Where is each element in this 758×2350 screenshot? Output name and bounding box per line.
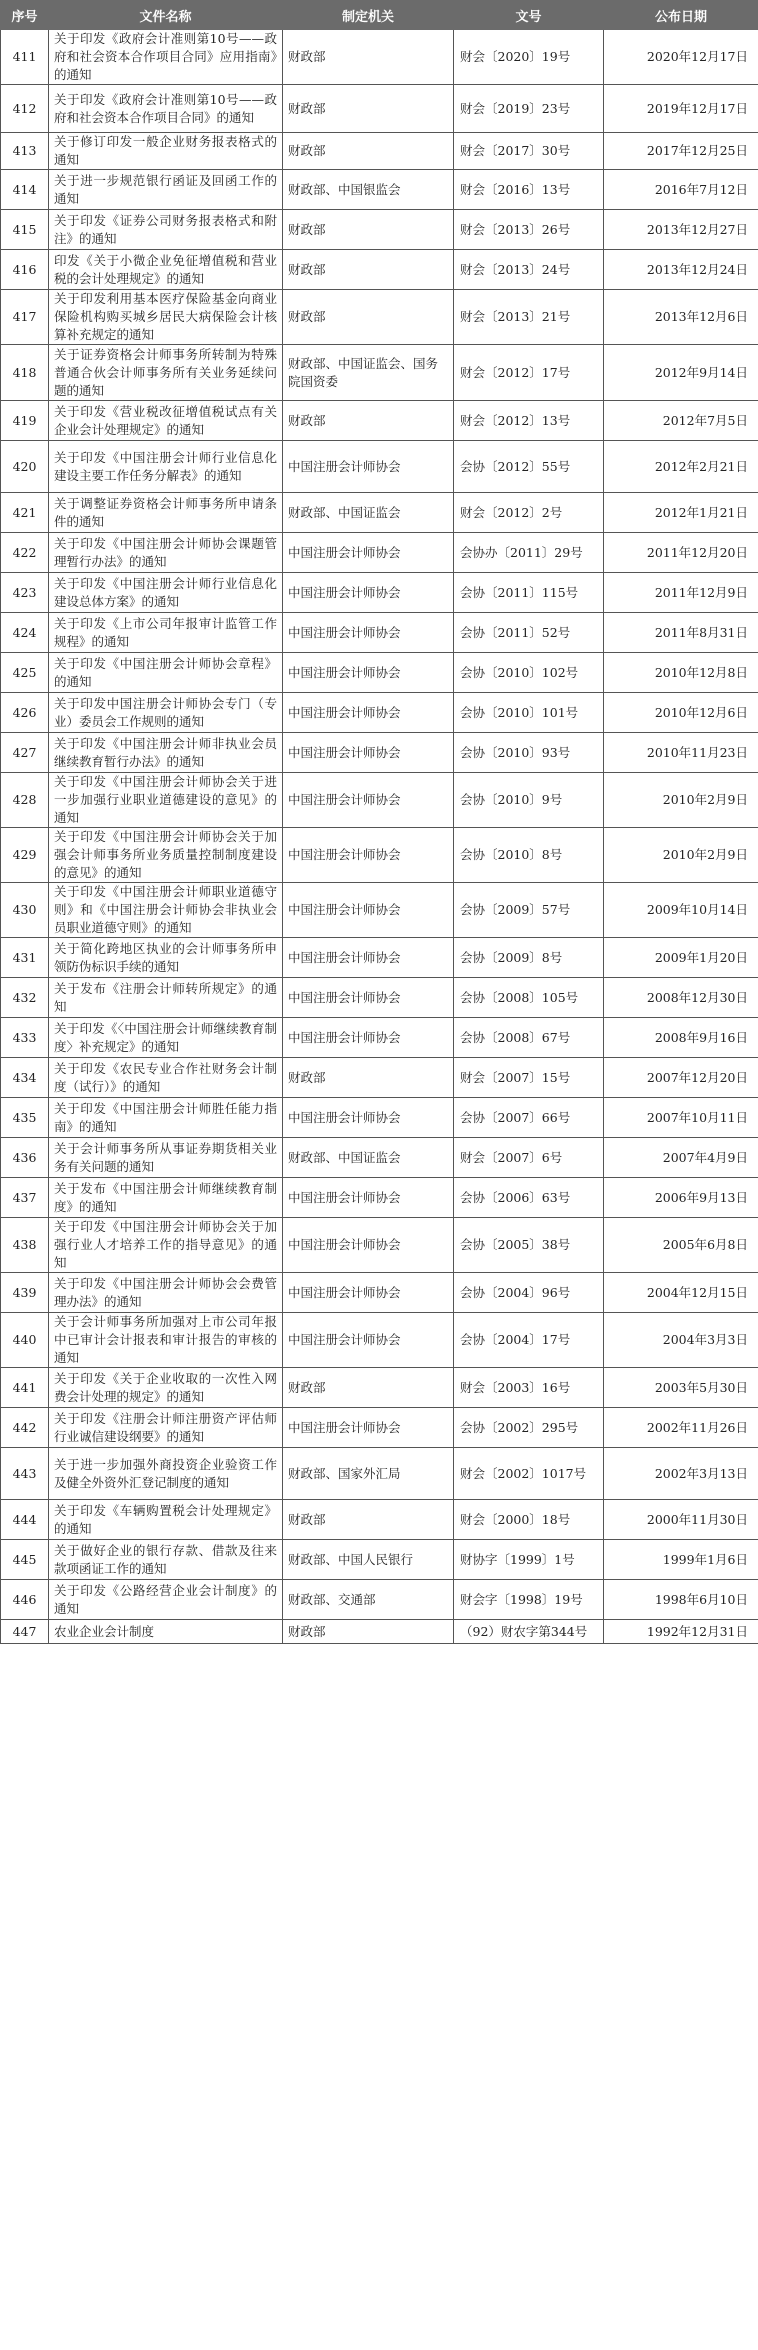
cell-issuer: 中国注册会计师协会 xyxy=(283,653,454,693)
cell-issuer: 财政部、中国证监会 xyxy=(283,1138,454,1178)
cell-docno: （92）财农字第344号 xyxy=(454,1620,604,1644)
cell-docno: 财会〔2013〕21号 xyxy=(454,290,604,345)
table-row xyxy=(1,693,758,733)
cell-name: 关于进一步规范银行函证及回函工作的通知 xyxy=(49,170,283,210)
cell-issuer: 财政部、交通部 xyxy=(283,1580,454,1620)
cell-date: 2009年10月14日 xyxy=(604,883,758,938)
cell-issuer: 中国注册会计师协会 xyxy=(283,773,454,828)
cell-date: 2006年9月13日 xyxy=(604,1178,758,1218)
cell-docno: 会协〔2012〕55号 xyxy=(454,441,604,493)
cell-date: 2011年12月9日 xyxy=(604,573,758,613)
cell-name: 关于进一步加强外商投资企业验资工作及健全外资外汇登记制度的通知 xyxy=(49,1448,283,1500)
cell-docno: 会协〔2011〕52号 xyxy=(454,613,604,653)
table-row xyxy=(1,170,758,210)
cell-no: 423 xyxy=(1,573,49,613)
table-row xyxy=(1,1540,758,1580)
table-row xyxy=(1,938,758,978)
table-row xyxy=(1,1368,758,1408)
cell-docno: 财会〔2019〕23号 xyxy=(454,85,604,133)
cell-docno: 财会〔2013〕24号 xyxy=(454,250,604,290)
cell-date: 2004年3月3日 xyxy=(604,1313,758,1368)
cell-no: 413 xyxy=(1,133,49,170)
table-row xyxy=(1,493,758,533)
cell-date: 2013年12月6日 xyxy=(604,290,758,345)
cell-name: 关于印发《上市公司年报审计监管工作规程》的通知 xyxy=(49,613,283,653)
cell-name: 关于印发《农民专业合作社财务会计制度（试行）》的通知 xyxy=(49,1058,283,1098)
cell-name: 农业企业会计制度 xyxy=(49,1620,283,1644)
cell-no: 411 xyxy=(1,30,49,85)
table-row xyxy=(1,1058,758,1098)
cell-docno: 会协办〔2011〕29号 xyxy=(454,533,604,573)
cell-name: 关于印发《中国注册会计师职业道德守则》和《中国注册会计师协会非执业会员职业道德守则》的通知 xyxy=(49,883,283,938)
table-body xyxy=(1,30,758,1644)
cell-no: 437 xyxy=(1,1178,49,1218)
cell-date: 1998年6月10日 xyxy=(604,1580,758,1620)
cell-name: 关于印发《政府会计准则第10号——政府和社会资本合作项目合同》的通知 xyxy=(49,85,283,133)
cell-no: 425 xyxy=(1,653,49,693)
cell-name: 关于印发《中国注册会计师协会课题管理暂行办法》的通知 xyxy=(49,533,283,573)
cell-date: 2013年12月24日 xyxy=(604,250,758,290)
cell-issuer: 中国注册会计师协会 xyxy=(283,1218,454,1273)
cell-name: 关于会计师事务所从事证券期货相关业务有关问题的通知 xyxy=(49,1138,283,1178)
cell-no: 417 xyxy=(1,290,49,345)
cell-date: 2012年9月14日 xyxy=(604,345,758,401)
cell-docno: 财会〔2000〕18号 xyxy=(454,1500,604,1540)
cell-date: 2003年5月30日 xyxy=(604,1368,758,1408)
cell-name: 关于印发《中国注册会计师胜任能力指南》的通知 xyxy=(49,1098,283,1138)
cell-name: 关于印发《中国注册会计师协会关于加强会计师事务所业务质量控制制度建设的意见》的通知 xyxy=(49,828,283,883)
cell-date: 2020年12月17日 xyxy=(604,30,758,85)
cell-name: 关于印发《中国注册会计师协会会费管理办法》的通知 xyxy=(49,1273,283,1313)
cell-no: 414 xyxy=(1,170,49,210)
header-docno: 文号 xyxy=(454,1,604,30)
cell-no: 445 xyxy=(1,1540,49,1580)
cell-date: 2000年11月30日 xyxy=(604,1500,758,1540)
cell-no: 436 xyxy=(1,1138,49,1178)
cell-docno: 会协〔2010〕101号 xyxy=(454,693,604,733)
cell-issuer: 中国注册会计师协会 xyxy=(283,883,454,938)
cell-no: 446 xyxy=(1,1580,49,1620)
cell-name: 关于调整证券资格会计师事务所申请条件的通知 xyxy=(49,493,283,533)
cell-issuer: 财政部 xyxy=(283,30,454,85)
cell-no: 428 xyxy=(1,773,49,828)
cell-date: 2010年2月9日 xyxy=(604,828,758,883)
header-name: 文件名称 xyxy=(49,1,283,30)
table-row xyxy=(1,1620,758,1644)
cell-docno: 财会〔2012〕13号 xyxy=(454,401,604,441)
cell-name: 关于印发《中国注册会计师非执业会员继续教育暂行办法》的通知 xyxy=(49,733,283,773)
cell-docno: 会协〔2010〕93号 xyxy=(454,733,604,773)
cell-date: 2007年10月11日 xyxy=(604,1098,758,1138)
cell-name: 关于印发《中国注册会计师协会关于进一步加强行业职业道德建设的意见》的通知 xyxy=(49,773,283,828)
cell-issuer: 中国注册会计师协会 xyxy=(283,1098,454,1138)
cell-no: 444 xyxy=(1,1500,49,1540)
cell-name: 关于印发《中国注册会计师行业信息化建设总体方案》的通知 xyxy=(49,573,283,613)
table-row xyxy=(1,978,758,1018)
cell-date: 2009年1月20日 xyxy=(604,938,758,978)
cell-issuer: 财政部 xyxy=(283,1058,454,1098)
cell-docno: 财会〔2003〕16号 xyxy=(454,1368,604,1408)
table-row xyxy=(1,401,758,441)
cell-no: 424 xyxy=(1,613,49,653)
cell-name: 关于会计师事务所加强对上市公司年报中已审计会计报表和审计报告的审核的通知 xyxy=(49,1313,283,1368)
table-row xyxy=(1,210,758,250)
cell-issuer: 中国注册会计师协会 xyxy=(283,693,454,733)
cell-issuer: 财政部 xyxy=(283,250,454,290)
cell-docno: 会协〔2009〕57号 xyxy=(454,883,604,938)
table-row xyxy=(1,1408,758,1448)
table-row xyxy=(1,1098,758,1138)
table-row xyxy=(1,30,758,85)
table-row xyxy=(1,1313,758,1368)
cell-issuer: 中国注册会计师协会 xyxy=(283,1273,454,1313)
cell-no: 421 xyxy=(1,493,49,533)
cell-date: 2007年4月9日 xyxy=(604,1138,758,1178)
cell-docno: 财会〔2013〕26号 xyxy=(454,210,604,250)
cell-issuer: 财政部 xyxy=(283,210,454,250)
cell-date: 2002年3月13日 xyxy=(604,1448,758,1500)
cell-name: 关于简化跨地区执业的会计师事务所申领防伪标识手续的通知 xyxy=(49,938,283,978)
cell-name: 关于印发利用基本医疗保险基金向商业保险机构购买城乡居民大病保险会计核算补充规定的通知 xyxy=(49,290,283,345)
cell-issuer: 财政部 xyxy=(283,1500,454,1540)
cell-docno: 财会〔2012〕17号 xyxy=(454,345,604,401)
cell-issuer: 中国注册会计师协会 xyxy=(283,533,454,573)
cell-no: 416 xyxy=(1,250,49,290)
cell-docno: 财会〔2017〕30号 xyxy=(454,133,604,170)
cell-docno: 财会〔2002〕1017号 xyxy=(454,1448,604,1500)
cell-issuer: 中国注册会计师协会 xyxy=(283,1018,454,1058)
cell-docno: 会协〔2006〕63号 xyxy=(454,1178,604,1218)
cell-date: 2010年12月8日 xyxy=(604,653,758,693)
cell-name: 关于印发《注册会计师注册资产评估师行业诚信建设纲要》的通知 xyxy=(49,1408,283,1448)
cell-date: 2012年2月21日 xyxy=(604,441,758,493)
cell-name: 关于发布《注册会计师转所规定》的通知 xyxy=(49,978,283,1018)
table-row xyxy=(1,1138,758,1178)
table-row xyxy=(1,613,758,653)
table-row xyxy=(1,1580,758,1620)
header-date: 公布日期 xyxy=(604,1,758,30)
table-row xyxy=(1,828,758,883)
cell-no: 429 xyxy=(1,828,49,883)
cell-docno: 会协〔2010〕102号 xyxy=(454,653,604,693)
cell-date: 2002年11月26日 xyxy=(604,1408,758,1448)
cell-issuer: 财政部、中国证监会 xyxy=(283,493,454,533)
table-row xyxy=(1,653,758,693)
table-row xyxy=(1,1218,758,1273)
cell-no: 426 xyxy=(1,693,49,733)
table-row xyxy=(1,345,758,401)
cell-no: 439 xyxy=(1,1273,49,1313)
cell-issuer: 中国注册会计师协会 xyxy=(283,1408,454,1448)
cell-date: 2019年12月17日 xyxy=(604,85,758,133)
cell-docno: 会协〔2002〕295号 xyxy=(454,1408,604,1448)
table-row xyxy=(1,133,758,170)
cell-date: 1992年12月31日 xyxy=(604,1620,758,1644)
cell-date: 2017年12月25日 xyxy=(604,133,758,170)
cell-name: 关于印发《公路经营企业会计制度》的通知 xyxy=(49,1580,283,1620)
cell-docno: 会协〔2009〕8号 xyxy=(454,938,604,978)
cell-name: 关于印发中国注册会计师协会专门（专业）委员会工作规则的通知 xyxy=(49,693,283,733)
cell-no: 427 xyxy=(1,733,49,773)
cell-docno: 会协〔2010〕8号 xyxy=(454,828,604,883)
cell-no: 447 xyxy=(1,1620,49,1644)
cell-no: 440 xyxy=(1,1313,49,1368)
cell-issuer: 中国注册会计师协会 xyxy=(283,938,454,978)
cell-date: 2016年7月12日 xyxy=(604,170,758,210)
cell-docno: 会协〔2008〕105号 xyxy=(454,978,604,1018)
cell-no: 443 xyxy=(1,1448,49,1500)
table-row xyxy=(1,883,758,938)
table-row xyxy=(1,1178,758,1218)
cell-no: 432 xyxy=(1,978,49,1018)
cell-date: 2012年7月5日 xyxy=(604,401,758,441)
cell-date: 1999年1月6日 xyxy=(604,1540,758,1580)
cell-docno: 会协〔2005〕38号 xyxy=(454,1218,604,1273)
cell-date: 2012年1月21日 xyxy=(604,493,758,533)
cell-name: 关于印发《营业税改征增值税试点有关企业会计处理规定》的通知 xyxy=(49,401,283,441)
table-row xyxy=(1,1500,758,1540)
cell-docno: 会协〔2004〕96号 xyxy=(454,1273,604,1313)
cell-no: 418 xyxy=(1,345,49,401)
cell-name: 关于印发《车辆购置税会计处理规定》的通知 xyxy=(49,1500,283,1540)
cell-issuer: 财政部、中国证监会、国务院国资委 xyxy=(283,345,454,401)
cell-issuer: 中国注册会计师协会 xyxy=(283,573,454,613)
cell-no: 412 xyxy=(1,85,49,133)
cell-issuer: 中国注册会计师协会 xyxy=(283,613,454,653)
table-row xyxy=(1,441,758,493)
cell-docno: 会协〔2011〕115号 xyxy=(454,573,604,613)
cell-name: 关于印发《证券公司财务报表格式和附注》的通知 xyxy=(49,210,283,250)
cell-docno: 财会〔2016〕13号 xyxy=(454,170,604,210)
table-header xyxy=(1,1,758,30)
cell-date: 2005年6月8日 xyxy=(604,1218,758,1273)
table-row xyxy=(1,85,758,133)
cell-name: 关于发布《中国注册会计师继续教育制度》的通知 xyxy=(49,1178,283,1218)
cell-date: 2008年12月30日 xyxy=(604,978,758,1018)
cell-name: 关于印发《政府会计准则第10号——政府和社会资本合作项目合同》应用指南》的通知 xyxy=(49,30,283,85)
cell-issuer: 中国注册会计师协会 xyxy=(283,1313,454,1368)
cell-date: 2004年12月15日 xyxy=(604,1273,758,1313)
cell-name: 关于证券资格会计师事务所转制为特殊普通合伙会计师事务所有关业务延续问题的通知 xyxy=(49,345,283,401)
cell-name: 关于印发《〈中国注册会计师继续教育制度〉补充规定》的通知 xyxy=(49,1018,283,1058)
cell-date: 2011年12月20日 xyxy=(604,533,758,573)
cell-issuer: 财政部 xyxy=(283,290,454,345)
cell-no: 435 xyxy=(1,1098,49,1138)
cell-issuer: 中国注册会计师协会 xyxy=(283,978,454,1018)
cell-date: 2011年8月31日 xyxy=(604,613,758,653)
cell-issuer: 中国注册会计师协会 xyxy=(283,828,454,883)
cell-name: 关于印发《关于企业收取的一次性入网费会计处理的规定》的通知 xyxy=(49,1368,283,1408)
cell-docno: 会协〔2004〕17号 xyxy=(454,1313,604,1368)
cell-date: 2010年12月6日 xyxy=(604,693,758,733)
header-issuer: 制定机关 xyxy=(283,1,454,30)
cell-name: 关于做好企业的银行存款、借款及往来款项函证工作的通知 xyxy=(49,1540,283,1580)
table-row xyxy=(1,573,758,613)
cell-no: 420 xyxy=(1,441,49,493)
cell-docno: 财会〔2007〕6号 xyxy=(454,1138,604,1178)
cell-docno: 会协〔2008〕67号 xyxy=(454,1018,604,1058)
header-no: 序号 xyxy=(1,1,49,30)
cell-docno: 会协〔2010〕9号 xyxy=(454,773,604,828)
cell-docno: 财协字〔1999〕1号 xyxy=(454,1540,604,1580)
cell-issuer: 中国注册会计师协会 xyxy=(283,441,454,493)
table-row xyxy=(1,250,758,290)
cell-docno: 财会〔2012〕2号 xyxy=(454,493,604,533)
cell-name: 关于印发《中国注册会计师协会关于加强行业人才培养工作的指导意见》的通知 xyxy=(49,1218,283,1273)
table-row xyxy=(1,1018,758,1058)
header-row xyxy=(1,1,758,30)
cell-date: 2010年11月23日 xyxy=(604,733,758,773)
table-row xyxy=(1,533,758,573)
table-row xyxy=(1,290,758,345)
cell-issuer: 中国注册会计师协会 xyxy=(283,733,454,773)
cell-no: 442 xyxy=(1,1408,49,1448)
cell-no: 415 xyxy=(1,210,49,250)
cell-name: 印发《关于小微企业免征增值税和营业税的会计处理规定》的通知 xyxy=(49,250,283,290)
cell-issuer: 中国注册会计师协会 xyxy=(283,1178,454,1218)
cell-no: 433 xyxy=(1,1018,49,1058)
cell-issuer: 财政部、国家外汇局 xyxy=(283,1448,454,1500)
cell-issuer: 财政部 xyxy=(283,1620,454,1644)
cell-date: 2007年12月20日 xyxy=(604,1058,758,1098)
cell-name: 关于印发《中国注册会计师协会章程》的通知 xyxy=(49,653,283,693)
cell-docno: 财会〔2020〕19号 xyxy=(454,30,604,85)
cell-no: 434 xyxy=(1,1058,49,1098)
cell-issuer: 财政部、中国银监会 xyxy=(283,170,454,210)
cell-date: 2008年9月16日 xyxy=(604,1018,758,1058)
cell-no: 430 xyxy=(1,883,49,938)
cell-no: 438 xyxy=(1,1218,49,1273)
cell-docno: 财会字〔1998〕19号 xyxy=(454,1580,604,1620)
cell-no: 422 xyxy=(1,533,49,573)
cell-no: 431 xyxy=(1,938,49,978)
cell-docno: 会协〔2007〕66号 xyxy=(454,1098,604,1138)
cell-date: 2010年2月9日 xyxy=(604,773,758,828)
cell-name: 关于修订印发一般企业财务报表格式的通知 xyxy=(49,133,283,170)
cell-issuer: 财政部 xyxy=(283,85,454,133)
cell-issuer: 财政部、中国人民银行 xyxy=(283,1540,454,1580)
cell-issuer: 财政部 xyxy=(283,401,454,441)
cell-no: 419 xyxy=(1,401,49,441)
cell-issuer: 财政部 xyxy=(283,1368,454,1408)
cell-date: 2013年12月27日 xyxy=(604,210,758,250)
cell-no: 441 xyxy=(1,1368,49,1408)
table-row xyxy=(1,773,758,828)
table-row xyxy=(1,733,758,773)
cell-issuer: 财政部 xyxy=(283,133,454,170)
cell-docno: 财会〔2007〕15号 xyxy=(454,1058,604,1098)
table-row xyxy=(1,1448,758,1500)
cell-name: 关于印发《中国注册会计师行业信息化建设主要工作任务分解表》的通知 xyxy=(49,441,283,493)
table-row xyxy=(1,1273,758,1313)
